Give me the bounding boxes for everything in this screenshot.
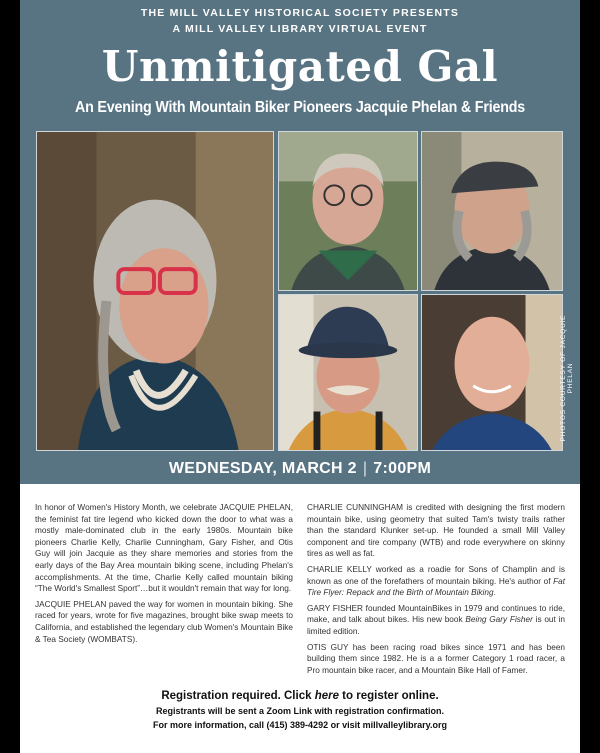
fisher-book-title: Being Gary Fisher bbox=[465, 615, 533, 625]
date-separator: | bbox=[362, 460, 368, 477]
kelly-paragraph: CHARLIE KELLY worked as a roadie for Sons of Champlin and is known as one of the forefathers of mountain biking. He's author of Fat Tire Flyer: Repack and the Birth of Mountain Biking. bbox=[307, 564, 565, 598]
phelan-paragraph: JACQUIE PHELAN paved the way for women in mountain biking. She raced for years, wrote for five magazines, brought bike swap meets to California, and established the legendary club Women's Mountain Bike & Tea Society (WOMBATS). bbox=[35, 599, 293, 644]
photo-charlie-cunningham bbox=[421, 131, 563, 291]
guy-paragraph: OTIS GUY has been racing road bikes since 1971 and has been building them since 1982. He is a a former Category 1 road racer, a Pro mountain bike racer, and a Mountain Bike Hall of Famer. bbox=[307, 642, 565, 675]
registration-line: Registration required. Click here to register online. bbox=[161, 690, 439, 702]
photo-charlie-kelly bbox=[278, 131, 418, 291]
event-date-time bbox=[20, 460, 580, 478]
fisher-paragraph: GARY FISHER founded MountainBikes in 1979 and continues to ride, make, and talk about bikes. His new book Being Gary Fisher is out in limited edition. bbox=[307, 603, 566, 636]
description-left-column bbox=[35, 502, 293, 649]
event-subtitle: An Evening With Mountain Biker Pioneers Jacquie Phelan & Friends bbox=[74, 99, 526, 116]
photo-otis-guy bbox=[278, 294, 418, 451]
event-flyer bbox=[20, 0, 580, 753]
event-date: WEDNESDAY, MARCH 2 bbox=[168, 460, 357, 477]
registration-info bbox=[20, 690, 580, 730]
photo-jacquie-phelan bbox=[36, 131, 274, 451]
intro-paragraph: In honor of Women's History Month, we celebrate JACQUIE PHELAN, the feminist fat tire legend who kicked down the door to what was a mostly male-dominated club in the early 1980s. Mountain bike pioneers Charlie Kelly, Charlie Cunningham, Gary Fisher, and Otis Guy will join Jacquie as they share memories and stories from the early days of the Bay Area mountain biking scene, including Phelan's accomplishments. At the time, Charlie Kelly called mountain biking “The World's Smallest Sport”…but it wouldn't remain that way for long. bbox=[35, 503, 293, 594]
description-right-column bbox=[307, 502, 565, 680]
contact-info: For more information, call (415) 389-4292 or visit millvalleylibrary.org bbox=[153, 720, 447, 730]
presenter-line-1: THE MILL VALLEY HISTORICAL SOCIETY PRESENTS bbox=[140, 7, 460, 19]
kelly-book-title: Fat Tire Flyer: Repack and the Birth of Mountain Biking bbox=[307, 576, 565, 598]
event-time: 7:00PM bbox=[373, 460, 432, 477]
cunningham-paragraph: CHARLIE CUNNINGHAM is credited with designing the first modern mountain bike, using geometry that suited Tam's twisty trails rather than the standard Klunker set-up. He founded a small Mill Valley component and tire company (WTB) and rode everywhere on skinny tires as well as fat. bbox=[307, 503, 565, 559]
photo-credit: PHOTOS COURTESY OF JACQUIE PHELAN bbox=[560, 314, 574, 442]
register-link[interactable]: here bbox=[314, 690, 339, 702]
event-title: Unmitigated Gal bbox=[101, 42, 499, 91]
flyer-header bbox=[20, 0, 580, 484]
photo-gary-fisher bbox=[421, 294, 563, 451]
presenter-line-2: A MILL VALLEY LIBRARY VIRTUAL EVENT bbox=[172, 23, 428, 35]
zoom-note: Registrants will be sent a Zoom Link with registration confirmation. bbox=[155, 706, 445, 716]
